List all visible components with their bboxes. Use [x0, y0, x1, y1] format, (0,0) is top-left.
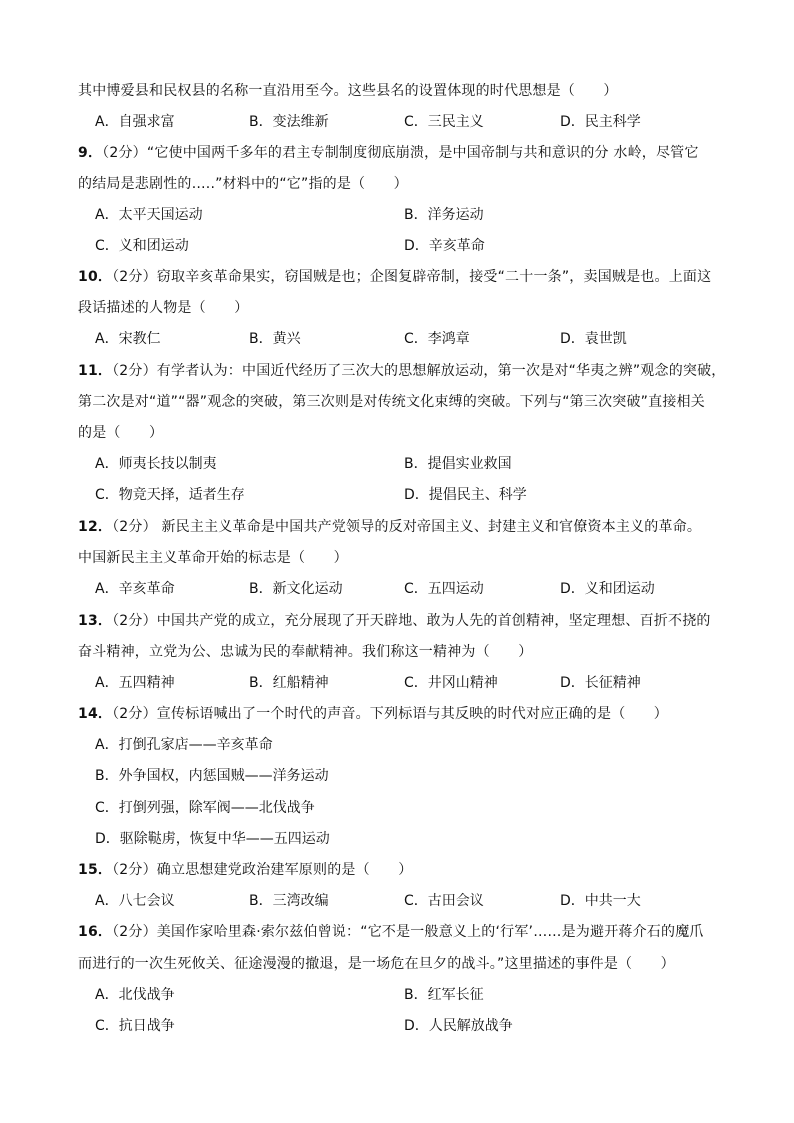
answer-option: C．李鸿章	[404, 331, 470, 347]
question-number: 14．	[78, 706, 113, 722]
answer-option: A．自强求富	[95, 114, 175, 130]
question-text-line: 的结局是悲剧性的…..”材料中的“它”指的是（ ）	[78, 176, 408, 192]
answer-option: B．洋务运动	[404, 207, 484, 223]
answer-option: A．宋教仁	[95, 331, 161, 347]
question-number: 16．	[78, 924, 113, 940]
question-text: （2分）有学者认为：中国近代经历了三次大的思想解放运动，第一次是对“华夷之辨”观念的突破，	[112, 363, 726, 379]
answer-option: D．民主科学	[560, 114, 641, 130]
question-text-line: 奋斗精神，立党为公、忠诚为民的奉献精神。我们称这一精神为（ ）	[78, 644, 533, 660]
answer-option: A．八七会议	[95, 893, 175, 909]
answer-option: C．井冈山精神	[404, 675, 498, 691]
answer-option: D．长征精神	[560, 675, 641, 691]
question-text: （2分）中国共产党的成立，充分展现了开天辟地、敢为人先的首创精神，坚定理想、百折不挠的	[112, 613, 711, 629]
question-number: 10．	[78, 269, 113, 285]
answer-option: B．红军长征	[404, 987, 484, 1003]
answer-option: B．变法维新	[249, 114, 329, 130]
question-stem	[78, 610, 728, 632]
answer-option: C．三民主义	[404, 114, 484, 130]
question-number: 13．	[78, 613, 113, 629]
answer-option: D．人民解放战争	[404, 1018, 513, 1034]
question-number: 12．	[78, 519, 113, 535]
answer-option: C．古田会议	[404, 893, 484, 909]
answer-option: A．北伐战争	[95, 987, 175, 1003]
question-text-line: 的是（ ）	[78, 425, 164, 441]
question-stem	[78, 142, 728, 164]
question-text-line: 中国新民主主义革命开始的标志是（ ）	[78, 550, 348, 566]
question-stem	[78, 859, 728, 881]
question-text: （2分）确立思想建党政治建军原则的是（ ）	[112, 862, 413, 878]
question-stem	[78, 360, 728, 382]
answer-option: C．抗日战争	[95, 1018, 175, 1034]
answer-option: B．黄兴	[249, 331, 301, 347]
answer-option: D．中共一大	[560, 893, 641, 909]
answer-option: C．物竞天择，适者生存	[95, 487, 245, 503]
answer-option: A．五四精神	[95, 675, 175, 691]
answer-option: B．提倡实业救国	[404, 456, 512, 472]
answer-option: C．打倒列强，除军阀——北伐战争	[95, 800, 315, 816]
answer-option: C．义和团运动	[95, 238, 189, 254]
question-text: （2分）窃取辛亥革命果实，窃国贼是也；企图复辟帝制，接受“二十一条”，卖国贼是也。上面这	[112, 269, 712, 285]
answer-option: B．新文化运动	[249, 581, 343, 597]
question-text: （2分）美国作家哈里森·索尔兹伯曾说：“它不是一般意义上的‘行军’……是为避开蒋介石的魔爪	[112, 924, 704, 940]
answer-option: B．三湾改编	[249, 893, 329, 909]
question-text-line: 第二次是对“道”“器”观念的突破，第三次则是对传统文化束缚的突破。下列与“第三次突破”直接相关	[78, 394, 705, 410]
question-text: （2分）“它使中国两千多年的君主专制制度彻底崩溃，是中国帝制与共和意识的分 水岭，尽管它	[102, 145, 699, 161]
question-number: 9．	[78, 145, 103, 161]
answer-option: A．师夷长技以制夷	[95, 456, 217, 472]
question-stem	[78, 516, 728, 538]
question-text-line: 而进行的一次生死攸关、征途漫漫的撤退，是一场危在旦夕的战斗。”这里描述的事件是（ ）	[78, 956, 675, 972]
question-number: 15．	[78, 862, 113, 878]
question-text: （2分） 新民主主义革命是中国共产党领导的反对帝国主义、封建主义和官僚资本主义的革命。	[112, 519, 702, 535]
question-text-line: 段话描述的人物是（ ）	[78, 300, 249, 316]
question-stem	[78, 921, 728, 943]
question-stem	[78, 703, 728, 725]
answer-option: D．提倡民主、科学	[404, 487, 527, 503]
answer-option: D．辛亥革命	[404, 238, 485, 254]
answer-option: A．太平天国运动	[95, 207, 203, 223]
answer-option: B．红船精神	[249, 675, 329, 691]
answer-option: C．五四运动	[404, 581, 484, 597]
answer-option: D．袁世凯	[560, 331, 627, 347]
question-text: （2分）宣传标语喊出了一个时代的声音。下列标语与其反映的时代对应正确的是（ ）	[112, 706, 668, 722]
answer-option: D．义和团运动	[560, 581, 655, 597]
question-stem	[78, 266, 728, 288]
answer-option: B．外争国权，内惩国贼——洋务运动	[95, 768, 329, 784]
question-text-line: 其中博爱县和民权县的名称一直沿用至今。这些县名的设置体现的时代思想是（ ）	[78, 83, 618, 99]
answer-option: A．辛亥革命	[95, 581, 175, 597]
answer-option: D．驱除鞑虏，恢复中华——五四运动	[95, 831, 330, 847]
question-number: 11．	[78, 363, 113, 379]
answer-option: A．打倒孔家店——辛亥革命	[95, 737, 273, 753]
